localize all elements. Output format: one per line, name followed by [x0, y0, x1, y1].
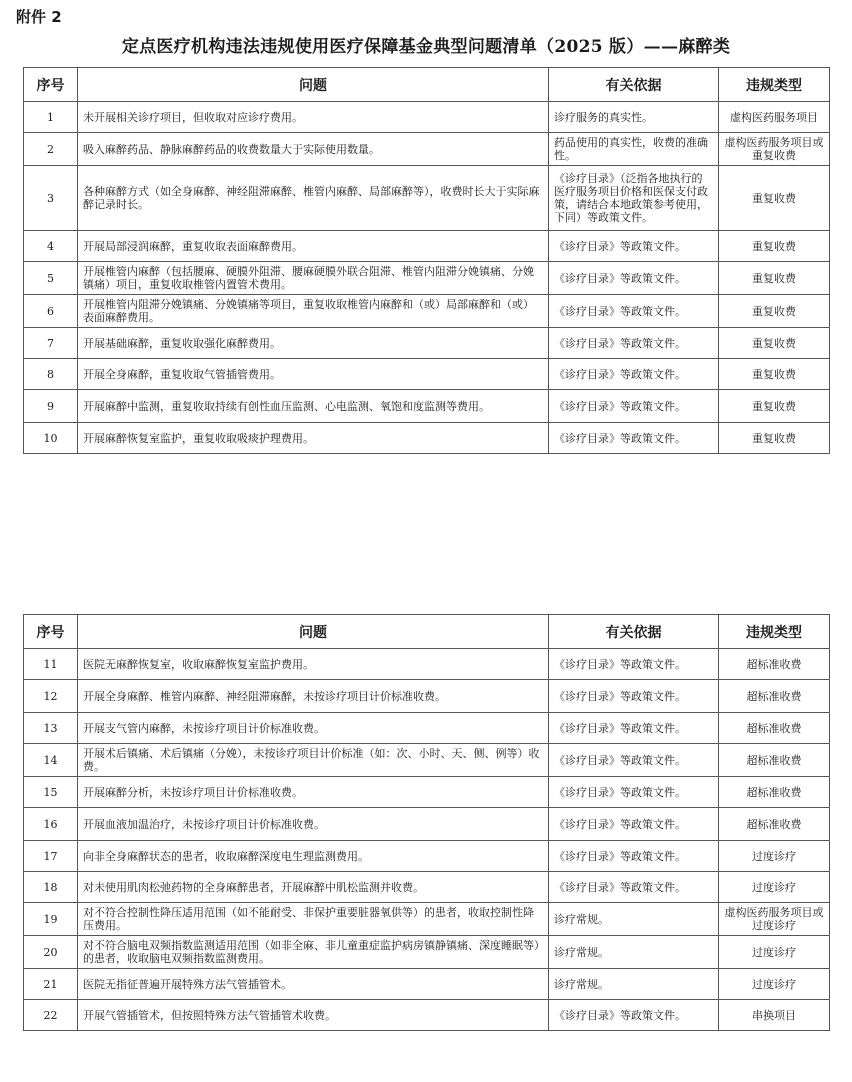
table-row [24, 295, 830, 328]
table-header-row [24, 615, 830, 649]
issue-text: 开展全身麻醉，重复收取气管插管费用。 [78, 359, 549, 390]
table-row [24, 390, 830, 423]
row-number: 16 [24, 808, 78, 841]
issue-text: 开展麻醉分析，未按诊疗项目计价标准收费。 [78, 777, 549, 808]
basis-text: 《诊疗目录》等政策文件。 [549, 744, 719, 777]
issues-table-1 [23, 67, 830, 454]
document-title: 定点医疗机构违法违规使用医疗保障基金典型问题清单（2025 版）——麻醉类 [121, 37, 731, 57]
violation-type: 重复收费 [719, 423, 830, 454]
table-row [24, 936, 830, 969]
row-number: 21 [24, 969, 78, 1000]
annex-label: 附件 2 [16, 8, 62, 26]
violation-type: 重复收费 [719, 231, 830, 262]
row-number: 15 [24, 777, 78, 808]
violation-type: 超标准收费 [719, 744, 830, 777]
row-number: 20 [24, 936, 78, 969]
table-row [24, 841, 830, 872]
basis-text: 《诊疗目录》（泛指各地执行的医疗服务项目价格和医保支付政策，请结合本地政策参考使用，下同）等政策文件。 [549, 166, 719, 231]
violation-type: 虚构医药服务项目或过度诊疗 [719, 903, 830, 936]
table-row [24, 102, 830, 133]
issue-text: 开展局部浸润麻醉，重复收取表面麻醉费用。 [78, 231, 549, 262]
table-row [24, 744, 830, 777]
row-number: 10 [24, 423, 78, 454]
basis-text: 《诊疗目录》等政策文件。 [549, 808, 719, 841]
basis-text: 《诊疗目录》等政策文件。 [549, 262, 719, 295]
table-row [24, 872, 830, 903]
issues-table-2 [23, 614, 830, 1031]
violation-type: 过度诊疗 [719, 969, 830, 1000]
table-row [24, 713, 830, 744]
table-row [24, 231, 830, 262]
issue-text: 开展麻醉中监测，重复收取持续有创性血压监测、心电监测、氧饱和度监测等费用。 [78, 390, 549, 423]
violation-type: 过度诊疗 [719, 841, 830, 872]
table-row [24, 328, 830, 359]
row-number: 8 [24, 359, 78, 390]
violation-type: 超标准收费 [719, 713, 830, 744]
violation-type: 过度诊疗 [719, 936, 830, 969]
issue-text: 开展麻醉恢复室监护，重复收取吸痰护理费用。 [78, 423, 549, 454]
table-row [24, 423, 830, 454]
row-number: 3 [24, 166, 78, 231]
table-row [24, 1000, 830, 1031]
table-row [24, 680, 830, 713]
issue-text: 开展支气管内麻醉，未按诊疗项目计价标准收费。 [78, 713, 549, 744]
table-row [24, 969, 830, 1000]
row-number: 11 [24, 649, 78, 680]
violation-type: 超标准收费 [719, 777, 830, 808]
basis-text: 药品使用的真实性，收费的准确性。 [549, 133, 719, 166]
issue-text: 开展椎管内阻滞分娩镇痛、分娩镇痛等项目，重复收取椎管内麻醉和（或）局部麻醉和（或）表面麻醉费用。 [78, 295, 549, 328]
basis-text: 《诊疗目录》等政策文件。 [549, 423, 719, 454]
header-type: 违规类型 [719, 615, 830, 649]
header-issue: 问题 [78, 615, 549, 649]
issue-text: 未开展相关诊疗项目，但收取对应诊疗费用。 [78, 102, 549, 133]
row-number: 14 [24, 744, 78, 777]
violation-type: 重复收费 [719, 328, 830, 359]
issue-text: 各种麻醉方式（如全身麻醉、神经阻滞麻醉、椎管内麻醉、局部麻醉等），收费时长大于实际麻醉记录时长。 [78, 166, 549, 231]
basis-text: 《诊疗目录》等政策文件。 [549, 680, 719, 713]
issue-text: 对未使用肌肉松弛药物的全身麻醉患者，开展麻醉中肌松监测并收费。 [78, 872, 549, 903]
basis-text: 《诊疗目录》等政策文件。 [549, 328, 719, 359]
violation-type: 虚构医药服务项目 [719, 102, 830, 133]
issue-text: 向非全身麻醉状态的患者，收取麻醉深度电生理监测费用。 [78, 841, 549, 872]
violation-type: 超标准收费 [719, 808, 830, 841]
issue-text: 开展椎管内麻醉（包括腰麻、硬膜外阻滞、腰麻硬膜外联合阻滞、椎管内阻滞分娩镇痛、分娩镇痛）项目，重复收取椎管内置管术费用。 [78, 262, 549, 295]
row-number: 18 [24, 872, 78, 903]
row-number: 17 [24, 841, 78, 872]
violation-type: 重复收费 [719, 166, 830, 231]
header-no: 序号 [24, 68, 78, 102]
basis-text: 《诊疗目录》等政策文件。 [549, 295, 719, 328]
violation-type: 超标准收费 [719, 649, 830, 680]
violation-type: 超标准收费 [719, 680, 830, 713]
table-header-row [24, 68, 830, 102]
violation-type: 重复收费 [719, 295, 830, 328]
row-number: 5 [24, 262, 78, 295]
header-type: 违规类型 [719, 68, 830, 102]
violation-type: 重复收费 [719, 359, 830, 390]
table-row [24, 262, 830, 295]
row-number: 19 [24, 903, 78, 936]
basis-text: 诊疗常规。 [549, 969, 719, 1000]
table-row [24, 133, 830, 166]
issue-text: 开展术后镇痛、术后镇痛（分娩），未按诊疗项目计价标准（如：次、小时、天、侧、例等）收费。 [78, 744, 549, 777]
header-basis: 有关依据 [549, 68, 719, 102]
table-row [24, 166, 830, 231]
issue-text: 医院无麻醉恢复室，收取麻醉恢复室监护费用。 [78, 649, 549, 680]
table-row [24, 359, 830, 390]
row-number: 12 [24, 680, 78, 713]
issue-text: 吸入麻醉药品、静脉麻醉药品的收费数量大于实际使用数量。 [78, 133, 549, 166]
issue-text: 对不符合控制性降压适用范围（如不能耐受、非保护重要脏器氧供等）的患者，收取控制性降压费用。 [78, 903, 549, 936]
row-number: 2 [24, 133, 78, 166]
row-number: 22 [24, 1000, 78, 1031]
violation-type: 重复收费 [719, 262, 830, 295]
row-number: 4 [24, 231, 78, 262]
header-issue: 问题 [78, 68, 549, 102]
issue-text: 医院无指征普遍开展特殊方法气管插管术。 [78, 969, 549, 1000]
basis-text: 《诊疗目录》等政策文件。 [549, 872, 719, 903]
issue-text: 对不符合脑电双频指数监测适用范围（如非全麻、非儿童重症监护病房镇静镇痛、深度睡眠等）的患者，收取脑电双频指数监测费用。 [78, 936, 549, 969]
basis-text: 《诊疗目录》等政策文件。 [549, 841, 719, 872]
basis-text: 《诊疗目录》等政策文件。 [549, 777, 719, 808]
basis-text: 《诊疗目录》等政策文件。 [549, 231, 719, 262]
row-number: 1 [24, 102, 78, 133]
table-row [24, 649, 830, 680]
header-basis: 有关依据 [549, 615, 719, 649]
basis-text: 诊疗常规。 [549, 936, 719, 969]
violation-type: 串换项目 [719, 1000, 830, 1031]
violation-type: 重复收费 [719, 390, 830, 423]
header-no: 序号 [24, 615, 78, 649]
violation-type: 过度诊疗 [719, 872, 830, 903]
row-number: 7 [24, 328, 78, 359]
table-row [24, 777, 830, 808]
basis-text: 《诊疗目录》等政策文件。 [549, 359, 719, 390]
violation-type: 虚构医药服务项目或重复收费 [719, 133, 830, 166]
basis-text: 《诊疗目录》等政策文件。 [549, 1000, 719, 1031]
row-number: 13 [24, 713, 78, 744]
basis-text: 诊疗常规。 [549, 903, 719, 936]
row-number: 6 [24, 295, 78, 328]
basis-text: 《诊疗目录》等政策文件。 [549, 649, 719, 680]
issue-text: 开展血液加温治疗，未按诊疗项目计价标准收费。 [78, 808, 549, 841]
table-row [24, 808, 830, 841]
basis-text: 《诊疗目录》等政策文件。 [549, 713, 719, 744]
issue-text: 开展全身麻醉、椎管内麻醉、神经阻滞麻醉，未按诊疗项目计价标准收费。 [78, 680, 549, 713]
issue-text: 开展气管插管术，但按照特殊方法气管插管术收费。 [78, 1000, 549, 1031]
issue-text: 开展基础麻醉，重复收取强化麻醉费用。 [78, 328, 549, 359]
row-number: 9 [24, 390, 78, 423]
basis-text: 诊疗服务的真实性。 [549, 102, 719, 133]
basis-text: 《诊疗目录》等政策文件。 [549, 390, 719, 423]
table-row [24, 903, 830, 936]
